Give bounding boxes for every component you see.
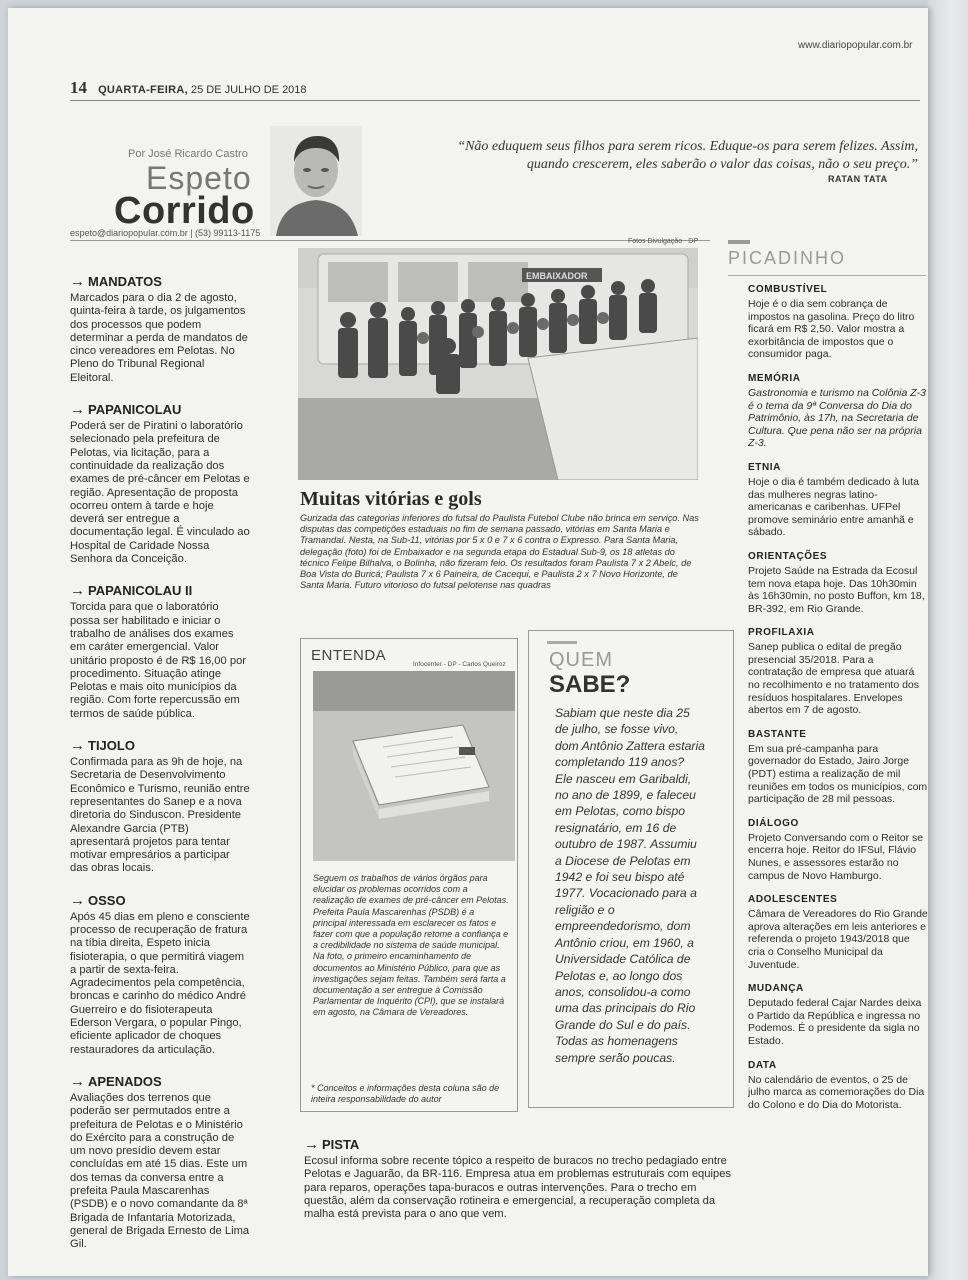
section-tijolo [70,737,250,876]
picadinho-item-title: ADOLESCENTES [748,894,838,906]
picadinho-item [728,729,928,806]
picadinho-item-title: MUDANÇA [748,983,804,995]
quem-sabe-text: Sabiam que neste dia 25 de julho, se fosse vivo, dom Antônio Zattera estaria completando 119 anos? Ele nasceu em Garibaldi, no ano de 1899, e faleceu em Pelotas, como bispo resignatário, em 16 de outubro de 1987. Assumiu a Diocese de Pelotas em 1942 e foi seu bispo até 1977. Vocacionado para a religião e o empreendedorismo, dom Antônio criou, em 1960, a Universidade Católica de Pelotas e, ao longo dos anos, consolidou-a como uma das principais do Rio Grande do Sul e do país. Todas as homenagens sempre serão poucas. [555,706,705,1065]
picadinho-item [728,818,928,882]
column-disclaimer: * Conceitos e informações desta coluna são de inteira responsabilidade do autor [311,1083,500,1104]
newspaper-page [8,8,928,1276]
entenda-photo-credit: Infocenter - DP - Carlos Queiroz [413,661,506,668]
quote-author: RATAN TATA [828,174,888,184]
picadinho-item-title: DIÁLOGO [748,817,799,829]
column-contact: espeto@diariopopular.com.br | (53) 99113-1175 [70,228,261,238]
section-body: Poderá ser de Piratini o laboratório selecionado pela prefeitura de Pelotas, via licitação, para a continuidade da realização dos exames de pré-câncer em Pelotas e região. Apresentação de proposta ocorreu ontem à tarde e hoje deverá ser entregue a documentação legal. É vinculado ao Hospital de Caridade Nossa Senhora da Conceição. [70,420,250,566]
picadinho-item-title: ETNIA [748,461,781,473]
picadinho-item [728,284,928,361]
section-apenados [70,1073,250,1252]
picadinho-item-body: Câmara de Vereadores do Rio Grande aprova alterações em leis anteriores e referenda o projeto 1943/2018 que cria o Conselho Municipal da Juventude. [748,908,928,971]
picadinho-rule [728,275,926,276]
columnist-portrait [270,126,362,236]
picadinho-item-body: Hoje o dia é também dedicado à luta das mulheres negras latino-americanas e caribenhas. UFPel promove seminário entre amanhã e sábado. [748,475,920,539]
picadinho-item-body: Gastronomia e turismo na Colônia Z-3 é o tema da 9ª Conversa do Dia do Patrimônio, às 17h, na Secretaria de Cultura. Que pena não ser na própria Z-3. [748,386,926,450]
section-title: PAPANICOLAU [88,402,182,418]
section-papanicolau [70,401,250,566]
section-body: Marcados para o dia 2 de agosto, quinta-feira à tarde, os julgamentos dos processos que podem determinar a perda de mandatos de cinco vereadores em Pelotas. No Pleno do Tribunal Regional Eleitoral. [70,292,248,384]
picadinho-item-body: Sanep publica o edital de pregão presencial 35/2018. Para a contratação de empresa que atuará no recolhimento e no tratamento dos resíduos hospitalares. Envelopes abertos em 7 de agosto. [748,641,920,717]
picadinho-item-body: Projeto Conversando com o Reitor se encerra hoje. Reitor do IFSul, Flávio Nunes, e assessores estarão no campus de Novo Hamburgo. [748,831,924,882]
column-title-line2: Corrido [114,190,255,232]
picadinho-item-body: Projeto Saúde na Estrada da Ecosul tem nova etapa hoje. Das 10h30min às 16h30min, no posto Buffon, km 18, BR-392, em Rio Grande. [748,564,925,615]
entenda-caption: Seguem os trabalhos de vários órgãos para elucidar os problemas ocorridos com a realização de exames de pré-câncer em Pelotas. Prefeita Paula Mascarenhas (PSDB) é a principal interessada em esclarecer os fatos e fazer com que a população retome a confiança e a credibilidade no sistema de saúde municipal. Na foto, o primeiro encaminhamento de documentos ao Ministério Público, para que as investigações sejam feitas. Também será farta a documentação a ser entregue à Comissão Parlamentar de Inquérito (CPI), que se instalará em agosto, na Câmara de Vereadores. [313,873,509,1018]
picadinho-item-title: MEMÓRIA [748,372,801,384]
left-column [70,273,250,1268]
picadinho-item-body: No calendário de eventos, o 25 de julho marca as comemorações do Dia do Colono e do Dia do Motorista. [748,1073,925,1111]
story-headline: Muitas vitórias e gols [300,488,482,510]
section-body: Ecosul informa sobre recente tópico a respeito de buracos no trecho pedagiado entre Pelotas e Jaguarão, da BR-116. Empresa atua em problemas estruturais com equipes para reparos, operações tapa-buracos e outras intervenções. Para o trecho em questão, além da conservação rotineira e emergencial, a recuperação completa da malha está prevista para o ano que vem. [304,1155,732,1221]
section-osso [70,892,250,1057]
header-rule [70,240,710,241]
arrow-right-icon: → [70,737,85,755]
section-title: PAPANICOLAU II [88,583,193,599]
section-title: PISTA [322,1137,360,1152]
picadinho-item-title: COMBUSTÍVEL [748,284,828,295]
arrow-right-icon: → [304,1136,319,1153]
picadinho-item [728,627,928,717]
picadinho-item-title: DATA [748,1059,777,1071]
site-url: www.diariopopular.com.br [798,40,913,51]
picadinho-item-title: BASTANTE [748,728,807,740]
section-title: MANDATOS [88,274,162,289]
quote-text: “Não eduquem seus filhos para serem ricos. Eduque-os para serem felizes. Assim, quando crescerem, eles saberão o valor das coisas, não o seu preço.” [457,139,918,172]
issue-date: 25 DE JULHO DE 2018 [190,84,307,96]
arrow-right-icon: → [70,401,85,419]
page-number: 14 [70,78,87,97]
picadinho-item [728,551,928,615]
picadinho-column [728,240,928,1123]
picadinho-item [728,1060,928,1112]
picadinho-accent [728,240,750,244]
section-mandatos [70,273,250,385]
arrow-right-icon: → [70,582,85,600]
folio [70,78,307,98]
arrow-right-icon: → [70,273,85,290]
top-rule [70,100,920,101]
picadinho-title: PICADINHO [728,248,847,268]
documents-photo [313,671,515,861]
picadinho-item-title: PROFILAXIA [748,627,815,639]
picadinho-item-body: Deputado federal Cajar Nardes deixa o Partido da República e ingressa no Podemos. É o presidente da sigla no Estado. [748,997,922,1047]
byline: Por José Ricardo Castro [128,148,248,160]
quem-sabe-title-line2: SABE? [549,671,631,698]
arrow-right-icon: → [70,891,85,909]
photo-credit: Fotos Divulgação - DP [628,238,699,245]
entenda-title: ENTENDA [311,647,387,664]
section-body: Torcida para que o laboratório possa ser habilitado e iniciar o trabalho de análises dos exames em caráter emergencial. Valor unitário proposto é de R$ 16,00 por procedimento. Situação atinge Pelotas e mais oito municípios da região. Com forte repercussão em termos de saúde pública. [70,601,247,720]
quem-sabe-title-line1: QUEM [549,649,613,671]
section-body: Confirmada para as 9h de hoje, na Secretaria de Desenvolvimento Econômico e Turismo, reunião entre representantes do Sanep e a nova diretoria do Sinduscon. Presidente Alexandre Garcia (PTB) apresentará projetos para tentar motivar empresários a participar das obras locais. [70,756,250,875]
picadinho-item-body: Em sua pré-campanha para governador do Estado, Jairo Jorge (PDT) estima a realização de mil reuniões em todos os municípios, com participação de 28 mil pessoas. [748,742,928,806]
quem-sabe-box [528,630,734,1108]
picadinho-item [728,894,928,971]
section-body: Avaliações dos terrenos que poderão ser permutados entre a prefeitura de Pelotas e o Ministério do Exército para a construção de um novo presídio devem estar concluídas em até 15 dias. Este um dos temas da conversa entre a prefeita Paula Mascarenhas (PSDB) e o novo comandante da 8ª Brigada de Infantaria Motorizada, general de Brigada Ernesto de Lima Gil. [70,1091,250,1251]
picadinho-item-body: Hoje é o dia sem cobrança de impostos na gasolina. Preço do litro ficará em R$ 2,50. Valor mostra a exorbitância de impostos que o consumidor paga. [748,298,915,361]
picadinho-item [728,462,928,539]
section-title: APENADOS [88,1073,162,1089]
quem-sabe-accent [547,641,577,644]
picadinho-item [728,373,928,450]
bus-sign: EMBAIXADOR [526,271,588,281]
column-title-line1: Espeto [146,160,252,196]
section-title: OSSO [88,892,126,908]
arrow-right-icon: → [70,1072,85,1090]
section-title: TIJOLO [88,738,135,754]
weekday: QUARTA-FEIRA, [98,84,188,96]
page-edge [928,0,968,1280]
team-photo [298,248,698,480]
section-pista [304,1136,734,1221]
entenda-box [300,638,518,1112]
section-body: Após 45 dias em pleno e consciente processo de recuperação de fratura na tíbia direita, Espeto inicia fisioterapia, o que permitirá viagem a partir de sexta-feira. Agradecimentos pela competência, broncas e carinho do médico André Guerreiro e do fisioterapeuta Ederson Vergara, o popular Pingo, eficiente aplicador de choques restauradores da articulação. [70,910,250,1056]
story-lead: Gurizada das categorias inferiores do futsal do Paulista Futebol Clube não brinca em serviço. Nas disputas das competições estaduais no fim de semana passado, vitórias em Santa Maria e Tramandaí. Nesta, na Sub-11, vitórias por 5 x 0 e 7 x 6 contra o Expresso. Para Santa Maria, delegação (foto) foi de Embaixador e na segunda etapa do Estadual Sub-9, os 18 atletas do técnico Felipe Bilhalva, o Bolinha, não fizeram feio. Os resultados foram Paulista 7 x 2 Abelc, de Boa Vista do Buricá; Paulista 7 x 6 Paineira, de Cacequi, e Paulista 2 x 7 Novo Horizonte, de Santa Maria. Futuro vitorioso do futsal pelotense nas quadras [300,513,699,591]
picadinho-item [728,983,928,1047]
picadinho-item-title: ORIENTAÇÕES [748,550,828,562]
section-papanicolau-ii [70,582,250,721]
